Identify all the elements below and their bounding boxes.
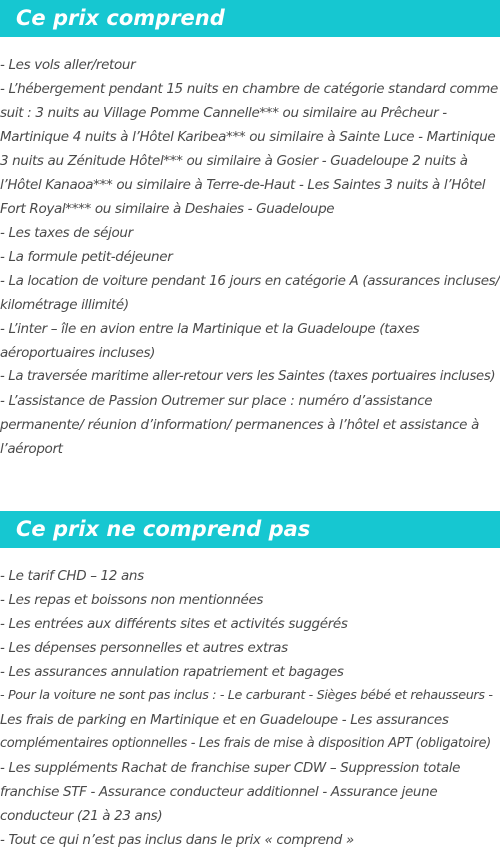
excludes-list	[0, 564, 500, 852]
text-line: - Pour la voiture ne sont pas inclus : - Le carburant - Sièges bébé et rehausseurs -	[0, 688, 493, 703]
text-line: Fort Royal**** ou similaire à Deshaies - Guadeloupe	[0, 201, 335, 217]
includes-list	[0, 53, 500, 461]
text-line: - Les entrées aux différents sites et activités suggérés	[0, 616, 348, 632]
text-line: - Tout ce qui n’est pas inclus dans le prix « comprend »	[0, 832, 354, 848]
text-line: 3 nuits au Zénitude Hôtel*** ou similaire à Gosier - Guadeloupe 2 nuits à	[0, 153, 468, 169]
text-line: suit : 3 nuits au Village Pomme Cannelle*** ou similaire au Prêcheur -	[0, 105, 447, 121]
text-line: - L’assistance de Passion Outremer sur place : numéro d’assistance	[0, 393, 433, 409]
text-line: Les frais de parking en Martinique et en Guadeloupe - Les assurances	[0, 712, 449, 728]
excludes-heading: Ce prix ne comprend pas	[0, 511, 500, 548]
text-line: - L’inter – île en avion entre la Martinique et la Guadeloupe (taxes	[0, 321, 420, 337]
text-line: - La formule petit-déjeuner	[0, 249, 173, 265]
text-line: complémentaires optionnelles - Les frais de mise à disposition APT (obligatoire)	[0, 736, 491, 751]
text-line: - Les repas et boissons non mentionnées	[0, 592, 264, 608]
text-line: - Les assurances annulation rapatriement et bagages	[0, 664, 344, 680]
text-line: aéroportuaires incluses)	[0, 345, 156, 361]
text-line: conducteur (21 à 23 ans)	[0, 808, 163, 824]
text-line: - Les suppléments Rachat de franchise super CDW – Suppression totale	[0, 760, 461, 776]
text-line: permanente/ réunion d’information/ permanences à l’hôtel et assistance à	[0, 417, 479, 433]
text-line: - L’hébergement pendant 15 nuits en chambre de catégorie standard comme	[0, 81, 498, 97]
text-line: - Les dépenses personnelles et autres extras	[0, 640, 288, 656]
text-line: - Les taxes de séjour	[0, 225, 133, 241]
text-line: kilométrage illimité)	[0, 297, 129, 313]
text-line: Martinique 4 nuits à l’Hôtel Karibea*** ou similaire à Sainte Luce - Martinique	[0, 129, 496, 145]
text-line: - La location de voiture pendant 16 jours en catégorie A (assurances incluses/	[0, 273, 500, 289]
text-line: l’aéroport	[0, 441, 63, 457]
text-line: - Les vols aller/retour	[0, 57, 136, 73]
text-line: franchise STF - Assurance conducteur additionnel - Assurance jeune	[0, 784, 438, 800]
text-line: - La traversée maritime aller-retour vers les Saintes (taxes portuaires incluses)	[0, 369, 496, 384]
text-line: l’Hôtel Kanaoa*** ou similaire à Terre-de-Haut - Les Saintes 3 nuits à l’Hôtel	[0, 177, 486, 193]
includes-heading: Ce prix comprend	[0, 0, 500, 37]
text-line: - Le tarif CHD – 12 ans	[0, 568, 144, 584]
